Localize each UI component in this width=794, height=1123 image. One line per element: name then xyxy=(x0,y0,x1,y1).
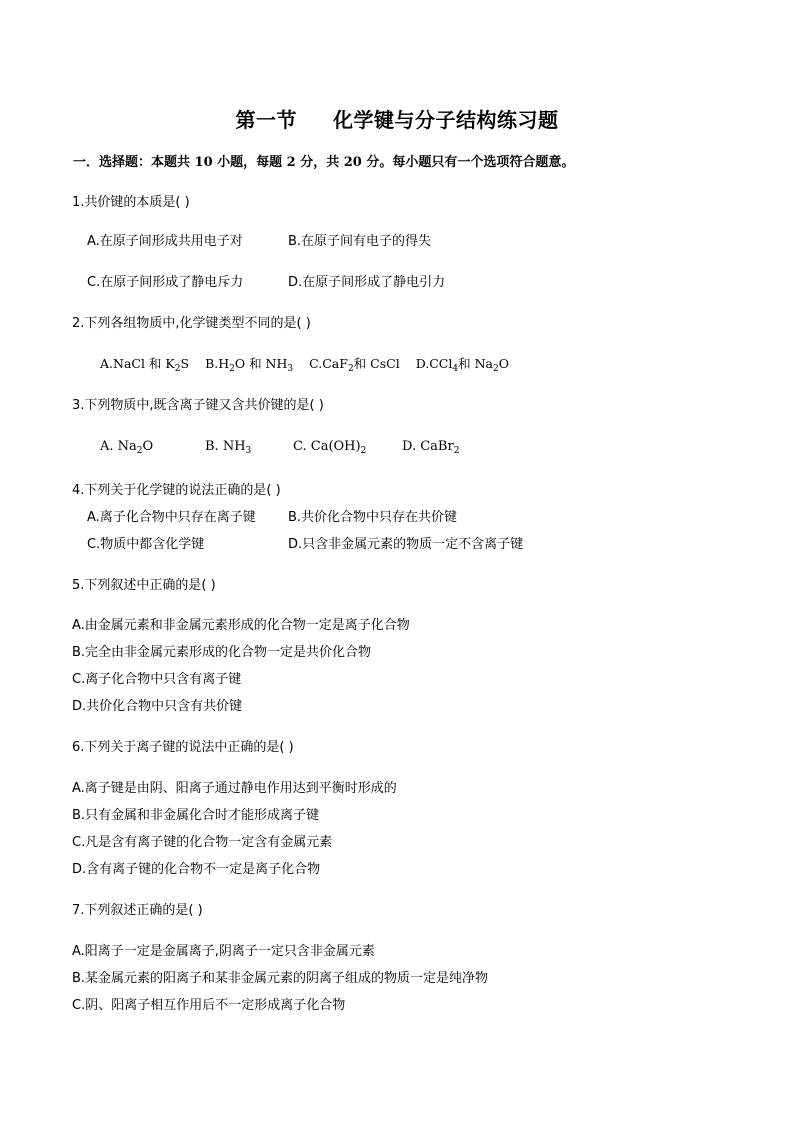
question-3-option-a: A. $Na_2O$ xyxy=(100,439,154,456)
question-5-option-a: A.由金属元素和非金属元素形成的化合物一定是离子化合物 xyxy=(72,618,410,633)
question-4-stem: 4.下列关于化学键的说法正确的是( ) xyxy=(72,483,281,498)
question-1-option-d: D.在原子间形成了静电引力 xyxy=(288,275,446,290)
question-1-stem: 1.共价键的本质是( ) xyxy=(72,195,190,210)
question-6-stem: 6.下列关于离子键的说法中正确的是( ) xyxy=(72,740,294,755)
question-6-option-d: D.含有离子键的化合物不一定是离子化合物 xyxy=(72,862,321,877)
page-title xyxy=(0,104,794,133)
question-5-option-c: C.离子化合物中只含有离子键 xyxy=(72,672,242,687)
question-7-stem: 7.下列叙述正确的是( ) xyxy=(72,903,203,918)
question-5-option-b: B.完全由非金属元素形成的化合物一定是共价化合物 xyxy=(72,645,372,660)
question-1-option-a: A.在原子间形成共用电子对 xyxy=(87,234,243,249)
question-6-option-c: C.凡是含有离子键的化合物一定含有金属元素 xyxy=(72,835,333,850)
question-2-option-a: A.NaCl 和 $K_2S$ xyxy=(100,356,190,374)
section-heading: 一．选择题：本题共 10 小题，每题 2 分，共 20 分。每小题只有一个选项符合题意。 xyxy=(73,155,575,170)
question-2-option-b: $B.H_2O$ 和 $NH_3$ xyxy=(205,356,294,374)
question-5-stem: 5.下列叙述中正确的是( ) xyxy=(72,578,216,593)
question-4-option-a: A.离子化合物中只存在离子键 xyxy=(87,510,256,525)
question-3-option-c: C. $Ca(OH)_2$ xyxy=(293,439,367,456)
question-7-option-c: C.阴、阳离子相互作用后不一定形成离子化合物 xyxy=(72,998,346,1013)
question-1-option-b: B.在原子间有电子的得失 xyxy=(288,234,432,249)
title-topic: 化学键与分子结构练习题 xyxy=(333,108,559,132)
question-3-option-b: B. $NH_3$ xyxy=(205,439,252,456)
question-2-stem: 2.下列各组物质中,化学键类型不同的是( ) xyxy=(72,316,311,331)
question-2-option-d: D.CCl$_4$和 $Na_2O$ xyxy=(415,356,509,374)
question-6-option-b: B.只有金属和非金属化合时才能形成离子键 xyxy=(72,808,320,823)
title-section-number: 第一节 xyxy=(235,108,297,132)
question-4-option-b: B.共价化合物中只存在共价键 xyxy=(288,510,458,525)
question-2-options xyxy=(100,356,509,372)
question-3-stem: 3.下列物质中,既含离子键又含共价键的是( ) xyxy=(72,398,324,413)
question-4-option-d: D.只含非金属元素的物质一定不含离子键 xyxy=(288,537,524,552)
question-7-option-a: A.阳离子一定是金属离子,阴离子一定只含非金属元素 xyxy=(72,944,375,959)
question-7-option-b: B.某金属元素的阳离子和某非金属元素的阴离子组成的物质一定是纯净物 xyxy=(72,971,489,986)
question-4-option-c: C.物质中都含化学键 xyxy=(87,537,205,552)
question-5-option-d: D.共价化合物中只含有共价键 xyxy=(72,699,243,714)
question-2-option-c: C.CaF$_2$和 CsCl xyxy=(309,356,400,374)
question-6-option-a: A.离子键是由阴、阳离子通过静电作用达到平衡时形成的 xyxy=(72,781,397,796)
question-3-option-d: D. CaBr$_2$ xyxy=(402,439,460,456)
question-1-option-c: C.在原子间形成了静电斥力 xyxy=(87,275,244,290)
